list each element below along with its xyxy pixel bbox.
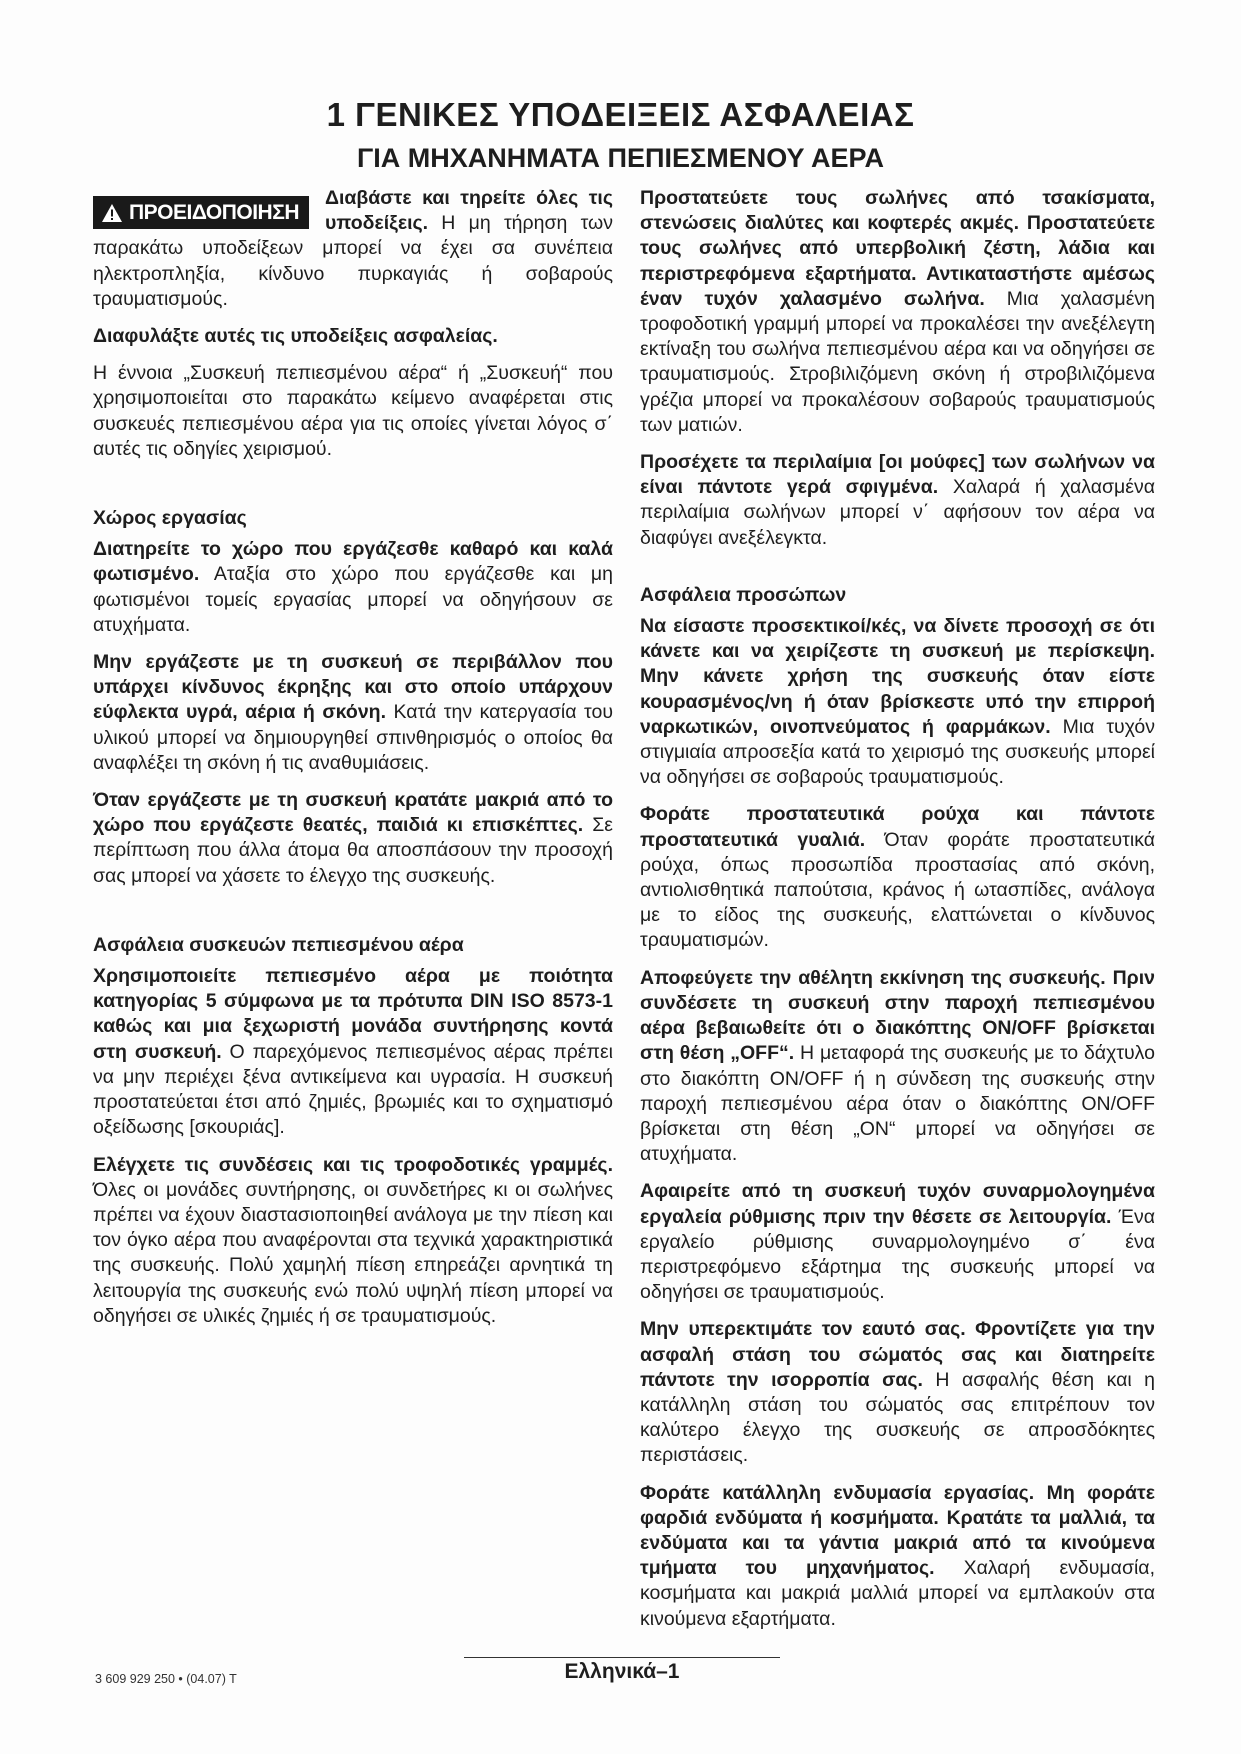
warning-badge: [93, 196, 309, 229]
work-area-p2: [93, 650, 613, 776]
device-safety-p1: [93, 964, 613, 1140]
personal-safety-p1-bold: Να είσαστε προσεκτικοί/κές, να δίνετε προσοχή σε ότι κάνετε και να χειρίζεστε τη συσκευή με περίσκεψη. Μην κάνετε χρήση της συσκευής όταν είστε κουρασμένος/νη ή όταν βρίσκεστε υπό την επιρροή ναρκωτικών, οινοπνεύματος ή φαρμάκων.: [640, 615, 1155, 738]
device-safety-p1-bold: Χρησιμοποιείτε πεπιεσμένο αέρα με ποιότητα κατηγορίας 5 σύμφωνα με τα πρότυπα DIN ISO 8573-1 καθώς και μια ξεχωριστή μονάδα συντήρησης κοντά στη συσκευή.: [93, 965, 613, 1063]
warning-text: Η μη τήρηση των παρακάτω υποδείξεων μπορεί να έχει σα συνέπεια ηλεκτροπληξία, κίνδυνο πυρκαγιάς ή σοβαρούς τραυματισμούς.: [93, 212, 613, 310]
page-subtitle: ΓΙΑ ΜΗΧΑΝΗΜΑΤΑ ΠΕΠΙΕΣΜΕΝΟΥ ΑΕΡΑ: [357, 143, 884, 173]
definition-paragraph: Η έννοια „Συσκευή πεπιεσμένου αέρα“ ή „Συσκευή“ που χρησιμοποιείται στο παρακάτω κείμενο αναφέρεται στις συσκευές πεπιεσμένου αέρα για τις οποίες γίνεται λόγος σ΄ αυτές τις οδηγίες χειρισμού.: [93, 362, 613, 460]
personal-safety-p5-bold: Μην υπερεκτιμάτε τον εαυτό σας. Φροντίζετε για την ασφαλή στάση του σώματός σας και διατηρείτε πάντοτε την ισορροπία σας.: [640, 1318, 1155, 1391]
personal-safety-p3-text: Η μεταφορά της συσκευής με το δάχτυλο στο διακόπτη ON/OFF ή η σύνδεση της συσκευής στην παροχή πεπιεσμένου αέρα όταν ο διακόπτης ON/OFF βρίσκεται στη θέση „ON“ μπορεί να οδηγήσει σε ατυχήματα.: [640, 1042, 1155, 1166]
footer-page-number: Ελληνικά–1: [564, 1660, 680, 1683]
personal-safety-p6: [640, 1481, 1155, 1632]
personal-safety-p2-bold: Φοράτε προστατευτικά ρούχα και πάντοτε προστατευτικά γυαλιά.: [640, 803, 1155, 851]
footer-document-code: 3 609 929 250 • (04.07) T: [95, 1672, 237, 1686]
personal-safety-heading: Ασφάλεια προσώπων: [640, 583, 847, 606]
work-area-p3: [93, 788, 613, 889]
device-safety-p4: [640, 450, 1155, 551]
work-area-heading: Χώρος εργασίας: [93, 507, 247, 530]
personal-safety-p5-text: Η ασφαλής θέση και η κατάλληλη στάση του σώματός σας επιτρέπουν τον καλύτερο έλεγχο της συσκευής σε απροσδόκητες περιστάσεις.: [640, 1368, 1155, 1467]
personal-safety-p6-bold: Φοράτε κατάλληλη ενδυμασία εργασίας. Μη φοράτε φαρδιά ενδύματα ή κοσμήματα. Κρατάτε τα μαλλιά, τα ενδύματα και τα γάντια μακριά από τα κινούμενα τμήματα του μηχανήματος.: [640, 1481, 1155, 1580]
warning-triangle-icon: [101, 203, 123, 223]
work-area-p3-bold: Όταν εργάζεστε με τη συσκευή κρατάτε μακριά από το χώρο που εργάζεστε θεατές, παιδιά κι επισκέπτες.: [93, 789, 613, 837]
page-title: 1 ΓΕΝΙΚΕΣ ΥΠΟΔΕΙΞΕΙΣ ΑΣΦΑΛΕΙΑΣ: [326, 96, 915, 133]
warning-block: [93, 186, 613, 324]
device-safety-p2: [93, 1153, 613, 1329]
personal-safety-p5: [640, 1317, 1155, 1468]
warning-bold: Διαβάστε και τηρείτε όλες τις υποδείξεις.: [324, 187, 613, 235]
device-safety-p3: [640, 186, 1155, 438]
footer-divider: [464, 1657, 780, 1658]
keep-instructions: Διαφυλάξτε αυτές τις υποδείξεις ασφαλείας.: [93, 325, 498, 348]
device-safety-p4-bold: Προσέχετε τα περιλαίμια [οι μούφες] των σωλήνων να είναι πάντοτε γερά σφιγμένα.: [640, 451, 1155, 499]
personal-safety-p1: [640, 614, 1155, 790]
device-safety-p2-bold: Ελέγχετε τις συνδέσεις και τις τροφοδοτικές γραμμές.: [93, 1153, 613, 1176]
personal-safety-p3-bold: Αποφεύγετε την αθέλητη εκκίνηση της συσκευής. Πριν συνδέσετε τη συσκευή στην παροχή πεπιεσμένου αέρα βεβαιωθείτε ότι ο διακόπτης ON/OFF βρίσκεται στη θέση „OFF“.: [640, 966, 1155, 1065]
device-safety-p3-text: Μια χαλασμένη τροφοδοτική γραμμή μπορεί να προκαλέσει την ανεξέλεγτη εκτίναξη του σωλήνα πεπιεσμένου αέρα και να οδηγήσει σε τραυματισμούς. Στροβιλιζόμενη σκόνη ή στροβιλιζόμενα γρέζια μπορεί να προκαλέσουν σοβαρούς τραυματισμούς των ματιών.: [640, 287, 1155, 436]
personal-safety-p4-bold: Αφαιρείτε από τη συσκευή τυχόν συναρμολογημένα εργαλεία ρύθμισης πριν την θέσετε σε λειτουργία.: [640, 1180, 1155, 1228]
work-area-p3-text: Σε περίπτωση που άλλα άτομα θα αποσπάσουν την προσοχή σας μπορεί να χάσετε το έλεγχο της συσκευής.: [93, 814, 613, 887]
device-safety-heading: Ασφάλεια συσκευών πεπιεσμένου αέρα: [93, 933, 464, 956]
work-area-p2-text: Κατά την κατεργασία του υλικού μπορεί να δημιουργηθεί σπινθηρισμός ο οποίος θα αναφλέξει τη σκόνη ή τις αναθυμιάσεις.: [93, 701, 613, 774]
personal-safety-p4-text: Ένα εργαλείο ρύθμισης συναρμολογημένο σ΄ ένα περιστρεφόμενο εξάρτημα της συσκευής μπορεί να οδηγήσει σε τραυματισμούς.: [640, 1205, 1155, 1304]
device-safety-p1-text: Ο παρεχόμενος πεπιεσμένος αέρας πρέπει να μην περιέχει ξένα αντικείμενα και υγρασία. Η συσκευή προστατεύεται έτσι από ζημιές, βρωμιές και το σχηματισμό οξείδωσης [σκουριάς].: [93, 1040, 613, 1139]
work-area-p1: [93, 537, 613, 638]
work-area-p1-bold: Διατηρείτε το χώρο που εργάζεσθε καθαρό και καλά φωτισμένο.: [93, 538, 613, 586]
personal-safety-p1-text: Μια τυχόν στιγμιαία απροσεξία κατά το χειρισμό της συσκευής μπορεί να οδηγήσει σε σοβαρούς τραυματισμούς.: [640, 715, 1156, 789]
personal-safety-p2: [640, 802, 1155, 953]
right-column: [640, 186, 1155, 1644]
device-safety-p2-text: Όλες οι μονάδες συντήρησης, οι συνδετήρες κι οι σωλήνες πρέπει να έχουν διαστασιοποιηθεί ανάλογα με την πίεση και τον όγκο αέρα που αναφέρονται στα τεχνικά χαρακτηριστικά της συσκευής. Πολύ χαμηλή πίεση επηρεάζει αρνητικά τη λειτουργία της συσκευής ενώ πολύ υψηλή πίεση μπορεί να οδηγήσει σε υλικές ζημιές ή σε τραυματισμούς.: [93, 1178, 613, 1327]
device-safety-p3-bold: Προστατεύετε τους σωλήνες από τσακίσματα, στενώσεις διαλύτες και κοφτερές ακμές. Προστατεύετε τους σωλήνες από υπερβολική ζέστη, λάδια και περιστρεφόμενα εξαρτήματα. Αντικαταστήστε αμέσως έναν τυχόν χαλασμένο σωλήνα.: [640, 187, 1155, 310]
work-area-p1-text: Αταξία στο χώρο που εργάζεσθε και μη φωτισμένοι τομείς εργασίας μπορεί να οδηγήσουν σε ατυχήματα.: [93, 563, 613, 636]
personal-safety-p3: [640, 966, 1155, 1168]
device-safety-p4-text: Χαλαρά ή χαλασμένα περιλαίμια σωλήνων μπορεί ν΄ αφήσουν τον αέρα να διαφύγει ανεξέλεγκτα.: [640, 476, 1155, 549]
left-column: [93, 186, 613, 1341]
personal-safety-p2-text: Όταν φοράτε προστατευτικά ρούχα, όπως προσωπίδα προστασίας από σκόνη, αντιολισθητικά παπούτσια, κράνος ή ωτασπίδες, ανάλογα με το είδος της συσκευής, ελαττώνεται ο κίνδυνος τραυματισμών.: [640, 828, 1155, 952]
personal-safety-p6-text: Χαλαρή ενδυμασία, κοσμήματα και μακριά μαλλιά μπορεί να εμπλακούν στα κινούμενα εξαρτήματα.: [640, 1557, 1155, 1630]
personal-safety-p4: [640, 1179, 1155, 1305]
warning-badge-label: ΠΡΟΕΙΔΟΠΟΙΗΣΗ: [129, 201, 299, 224]
work-area-p2-bold: Μην εργάζεστε με τη συσκευή σε περιβάλλον που υπάρχει κίνδυνος έκρηξης και στο οποίο υπάρχουν εύφλεκτα υγρά, αέρια ή σκόνη.: [93, 651, 613, 724]
